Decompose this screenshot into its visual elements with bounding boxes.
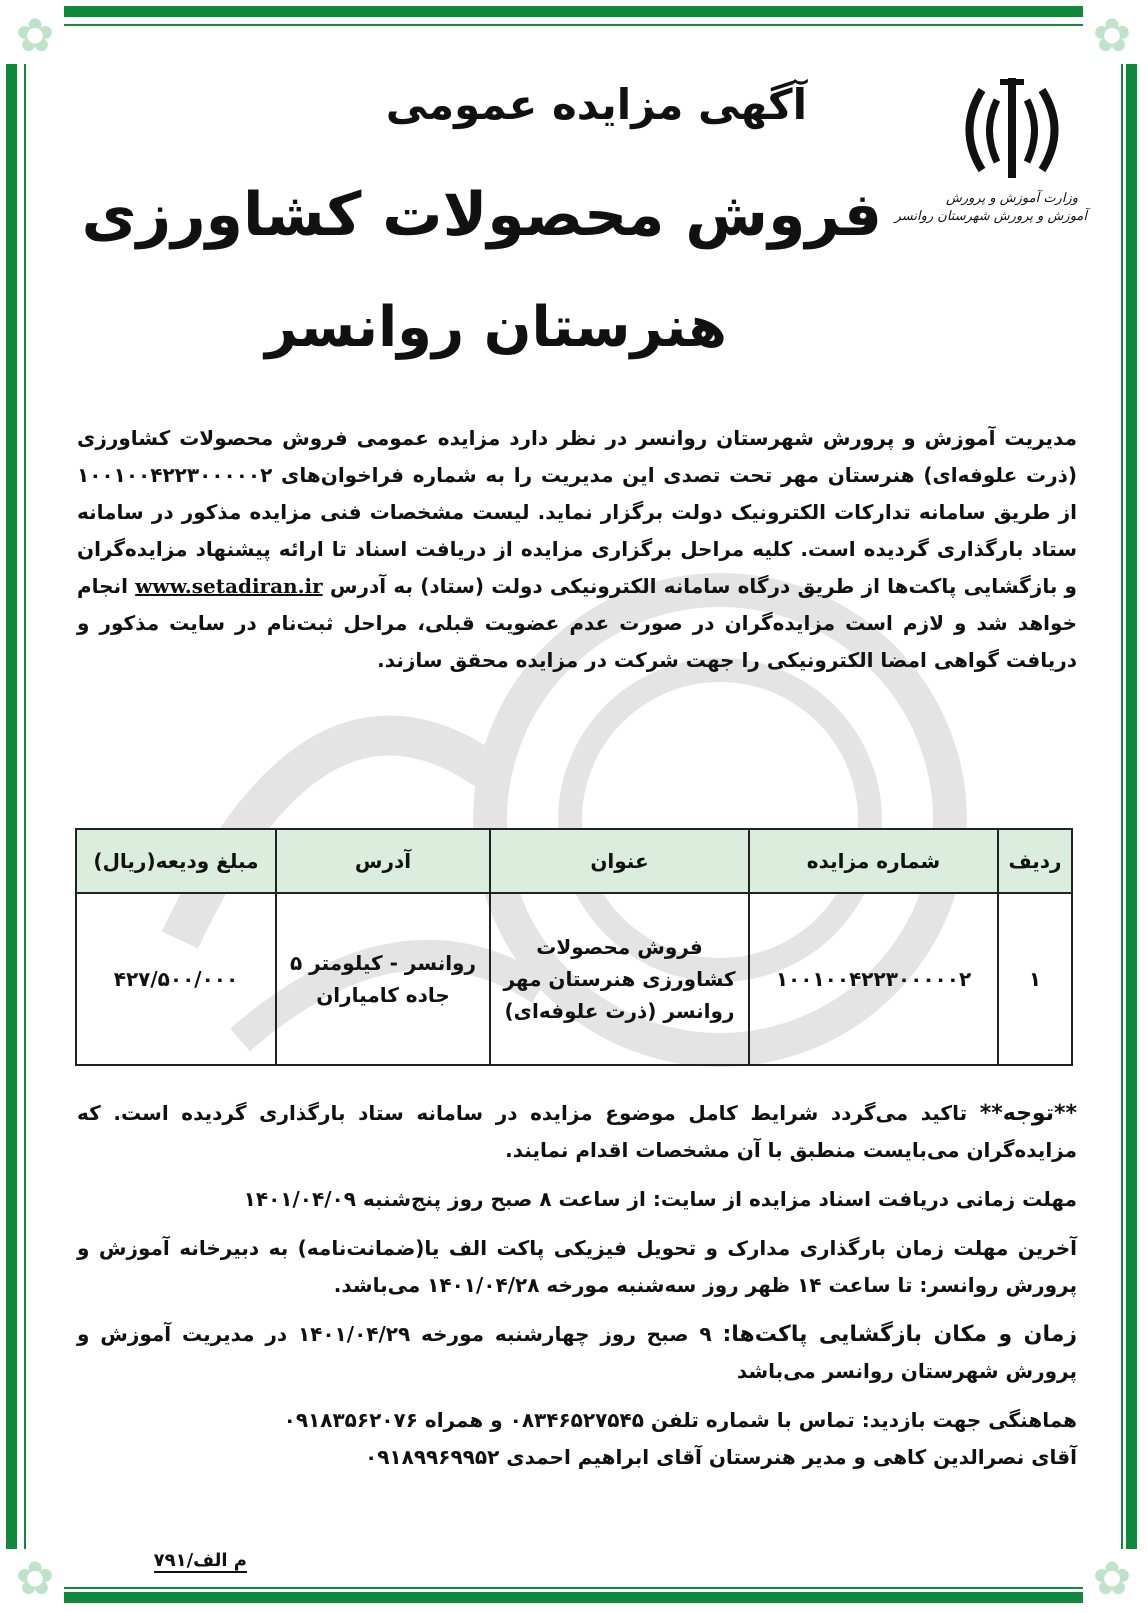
intro-text-part2: انجام خواهد شد و لازم است مزایده‌گران در صورت عدم عضویت قبلی، مراحل ثبت‌نام در سایت مذکور و دریافت گواهی امضا الکترونیکی را جهت شرکت در مزایده محقق سازند. bbox=[77, 574, 1077, 672]
header-deposit: مبلغ ودیعه(ریال) bbox=[76, 829, 276, 893]
auction-table bbox=[75, 828, 1073, 1066]
contact-line-1: هماهنگی جهت بازدید: تماس با شماره تلفن ۰۸۳۴۶۵۲۷۵۴۵ و همراه ۰۹۱۸۳۵۶۲۰۷۶ bbox=[283, 1408, 1077, 1432]
ministry-name: وزارت آموزش و پرورش bbox=[945, 191, 1078, 206]
intro-paragraph bbox=[77, 420, 1077, 679]
department-name: آموزش و پرورش شهرستان روانسر bbox=[894, 209, 1087, 224]
attention-label: **توجه** bbox=[979, 1101, 1077, 1126]
opening-text: ۹ صبح روز چهارشنبه مورخه ۱۴۰۱/۰۴/۲۹ در مدیریت آموزش و پرورش شهرستان روانسر می‌باشد bbox=[77, 1322, 1077, 1383]
contact-note bbox=[77, 1402, 1077, 1476]
notice-subject: فروش محصولات کشاورزی bbox=[81, 180, 882, 250]
header-title: عنوان bbox=[490, 829, 749, 893]
deadline-docs: مهلت زمانی دریافت اسناد مزایده از سایت: از ساعت ۸ صبح روز پنج‌شنبه ۱۴۰۱/۰۴/۰۹ bbox=[243, 1187, 1077, 1211]
emblem-block bbox=[894, 70, 1087, 226]
cell-row-number: ۱ bbox=[998, 893, 1072, 1065]
notice-content bbox=[40, 30, 1107, 1585]
school-name: هنرستان روانسر bbox=[265, 295, 727, 360]
intro-text-part1: مدیریت آموزش و پرورش شهرستان روانسر در نظر دارد مزایده عمومی فروش محصولات کشاورزی (ذرت علوفه‌ای) هنرستان مهر تحت تصدی این مدیریت را به شماره فراخوان‌های ۱۰۰۱۰۰۴۲۲۳۰۰۰۰۰۲ از طریق سامانه تدارکات الکترونیک دولت برگزار نماید. لیست مشخصات فنی مزایده مذکور در سامانه ستاد بارگذاری گردیده است. کلیه مراحل برگزاری مزایده از دریافت اسناد تا ارائه پیشنهاد مزایده‌گران و بازگشایی پاکت‌ها از طریق درگاه سامانه الکترونیکی دولت (ستاد) به آدرس bbox=[77, 426, 1077, 598]
header-address: آدرس bbox=[276, 829, 490, 893]
attention-note bbox=[77, 1095, 1077, 1169]
setad-url-link[interactable]: www.setadiran.ir bbox=[135, 574, 323, 598]
opening-note bbox=[77, 1316, 1077, 1390]
header-auction-number: شماره مزایده bbox=[749, 829, 998, 893]
corner-ornament-icon: ✿ bbox=[6, 6, 64, 64]
corner-ornament-icon: ✿ bbox=[1083, 1549, 1141, 1607]
attention-text: تاکید می‌گردد شرایط کامل موضوع مزایده در سامانه ستاد بارگذاری گردیده است. که مزایده‌گران می‌بایست منطبق با آن مشخصات اقدام نمایند. bbox=[77, 1101, 1077, 1162]
opening-label: زمان و مکان بازگشایی پاکت‌ها: bbox=[722, 1322, 1078, 1347]
cell-title: فروش محصولات کشاورزی هنرستان مهر روانسر (ذرت علوفه‌ای) bbox=[490, 893, 749, 1065]
notice-code: م الف/۷۹۱ bbox=[153, 1550, 247, 1571]
contact-line-2: آقای نصرالدین کاهی و مدیر هنرستان آقای ابراهیم احمدی ۰۹۱۸۹۹۶۹۹۵۲ bbox=[365, 1445, 1077, 1469]
deadline-upload: آخرین مهلت زمان بارگذاری مدارک و تحویل فیزیکی پاکت الف یا(ضمانت‌نامه) به دبیرخانه آموزش و پرورش روانسر: تا ساعت ۱۴ ظهر روز سه‌شنبه مورخه ۱۴۰۱/۰۴/۲۸ می‌باشد. bbox=[77, 1236, 1077, 1297]
table-row bbox=[76, 893, 1072, 1065]
header-row-number: ردیف bbox=[998, 829, 1072, 893]
iran-emblem-icon bbox=[952, 70, 1072, 190]
cell-address: روانسر - کیلومتر ۵ جاده کامیاران bbox=[276, 893, 490, 1065]
notes-section bbox=[77, 1095, 1077, 1488]
corner-ornament-icon: ✿ bbox=[6, 1549, 64, 1607]
cell-deposit: ۴۲۷/۵۰۰/۰۰۰ bbox=[76, 893, 276, 1065]
notice-title: آگهی مزایده عمومی bbox=[385, 80, 807, 129]
cell-auction-number: ۱۰۰۱۰۰۴۲۲۳۰۰۰۰۰۲ bbox=[749, 893, 998, 1065]
corner-ornament-icon: ✿ bbox=[1083, 6, 1141, 64]
table-header-row bbox=[76, 829, 1072, 893]
